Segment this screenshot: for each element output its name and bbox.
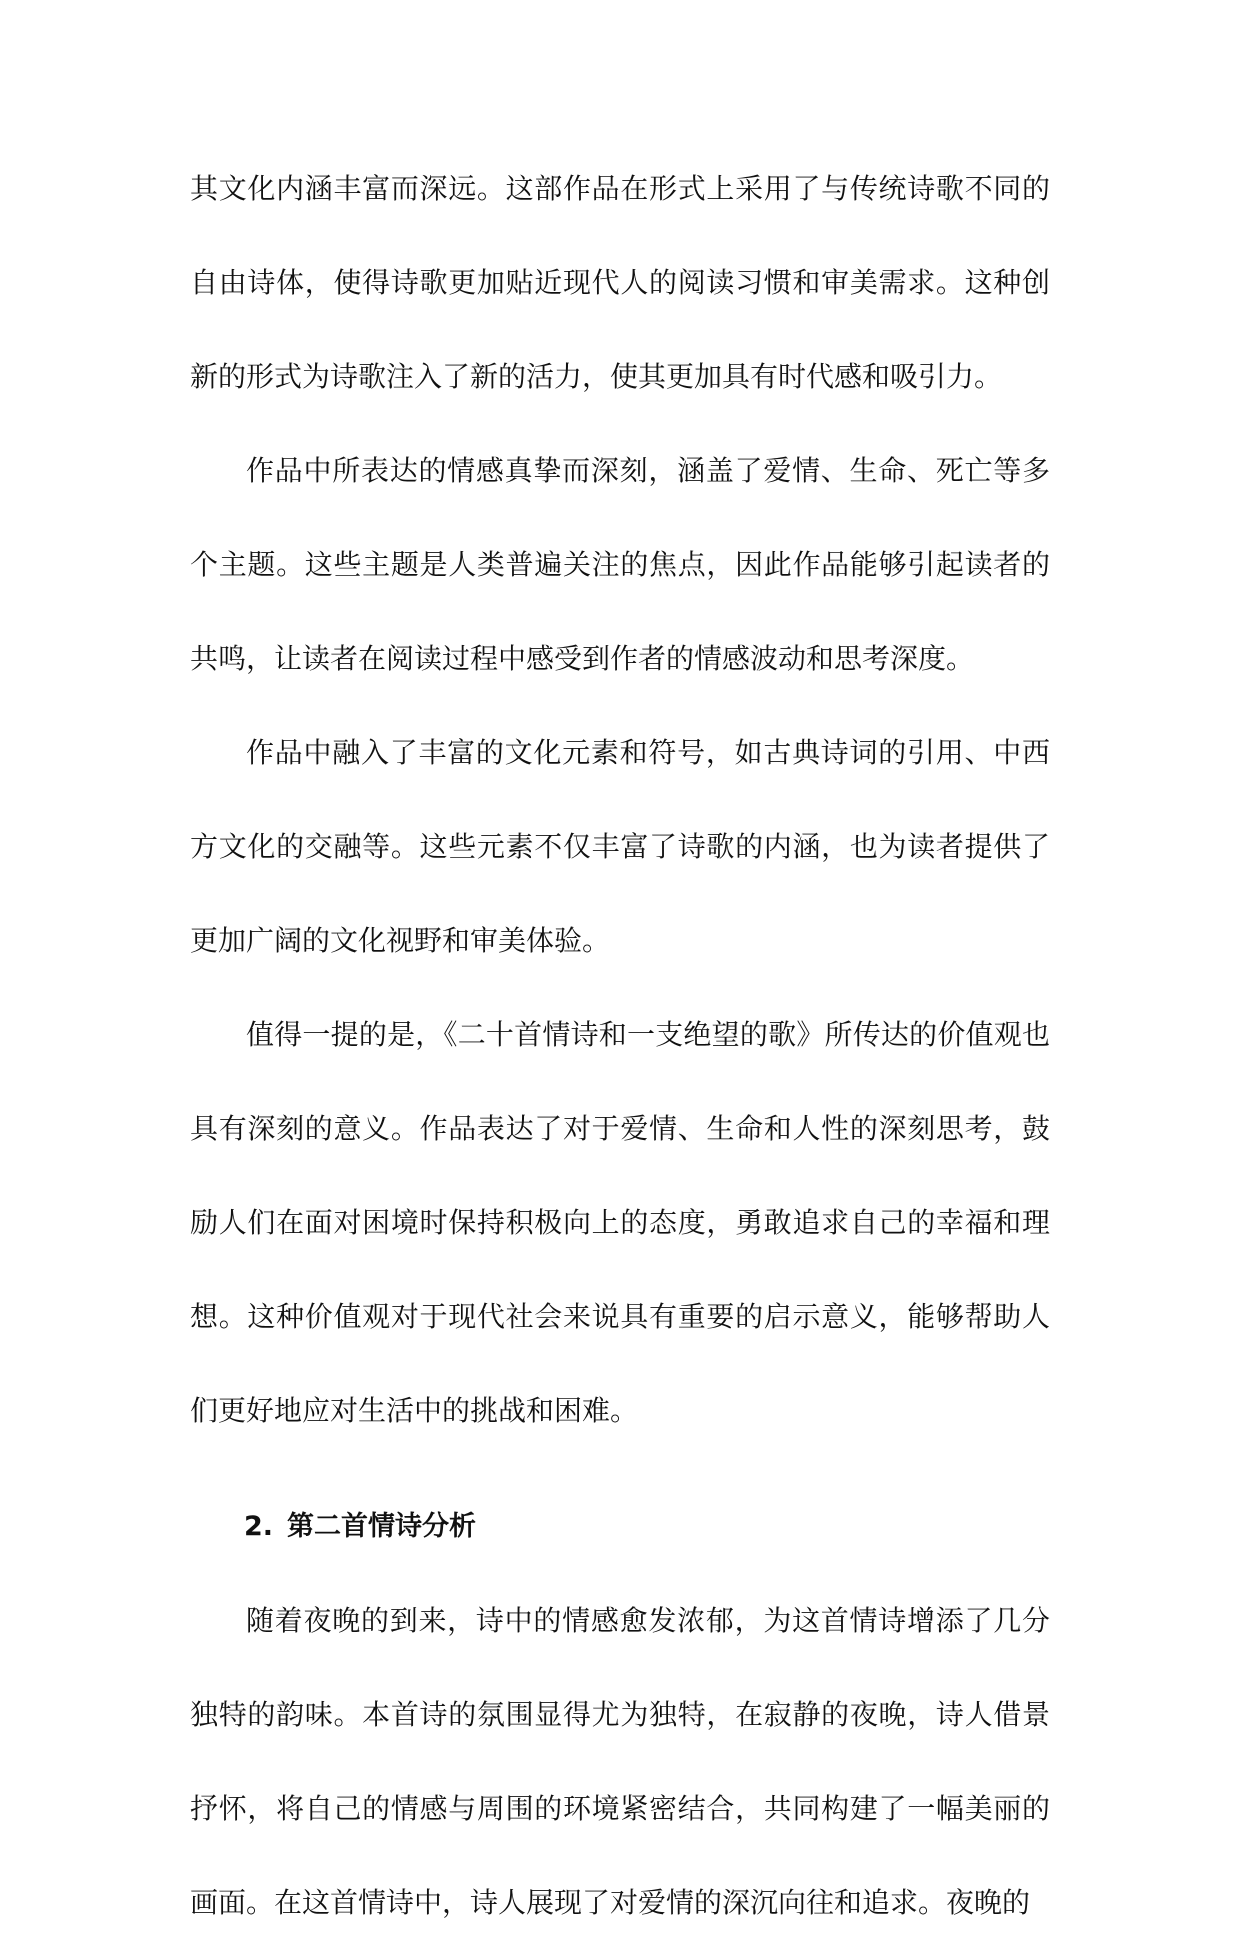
section-heading (190, 1480, 1050, 1574)
paragraph-values: 值得一提的是，《二十首情诗和一支绝望的歌》所传达的价值观也具有深刻的意义。作品表达了对于爱情、生命和人性的深刻思考，鼓励人们在面对困境时保持积极向上的态度，勇敢追求自己的幸福和理想。这种价值观对于现代社会来说具有重要的启示意义，能够帮助人们更好地应对生活中的挑战和困难。 (190, 1018, 1050, 1427)
page-body (190, 142, 1050, 1950)
section-number: 2. (244, 1511, 274, 1542)
paragraph-emotion-themes: 作品中所表达的情感真挚而深刻，涵盖了爱情、生命、死亡等多个主题。这些主题是人类普遍关注的焦点，因此作品能够引起读者的共鸣，让读者在阅读过程中感受到作者的情感波动和思考深度。 (190, 454, 1050, 675)
paragraph-second-poem-analysis: 随着夜晚的到来，诗中的情感愈发浓郁，为这首情诗增添了几分独特的韵味。本首诗的氛围显得尤为独特，在寂静的夜晚，诗人借景抒怀，将自己的情感与周围的环境紧密结合，共同构建了一幅美丽的画面。在这首情诗中，诗人展现了对爱情的深沉向往和追求。夜晚的 (190, 1604, 1050, 1919)
section-title: 第二首情诗分析 (287, 1511, 477, 1542)
paragraph-cultural-elements: 作品中融入了丰富的文化元素和符号，如古典诗词的引用、中西方文化的交融等。这些元素不仅丰富了诗歌的内涵，也为读者提供了更加广阔的文化视野和审美体验。 (190, 736, 1050, 957)
paragraph-continuation: 其文化内涵丰富而深远。这部作品在形式上采用了与传统诗歌不同的自由诗体，使得诗歌更加贴近现代人的阅读习惯和审美需求。这种创新的形式为诗歌注入了新的活力，使其更加具有时代感和吸引力。 (190, 172, 1050, 393)
